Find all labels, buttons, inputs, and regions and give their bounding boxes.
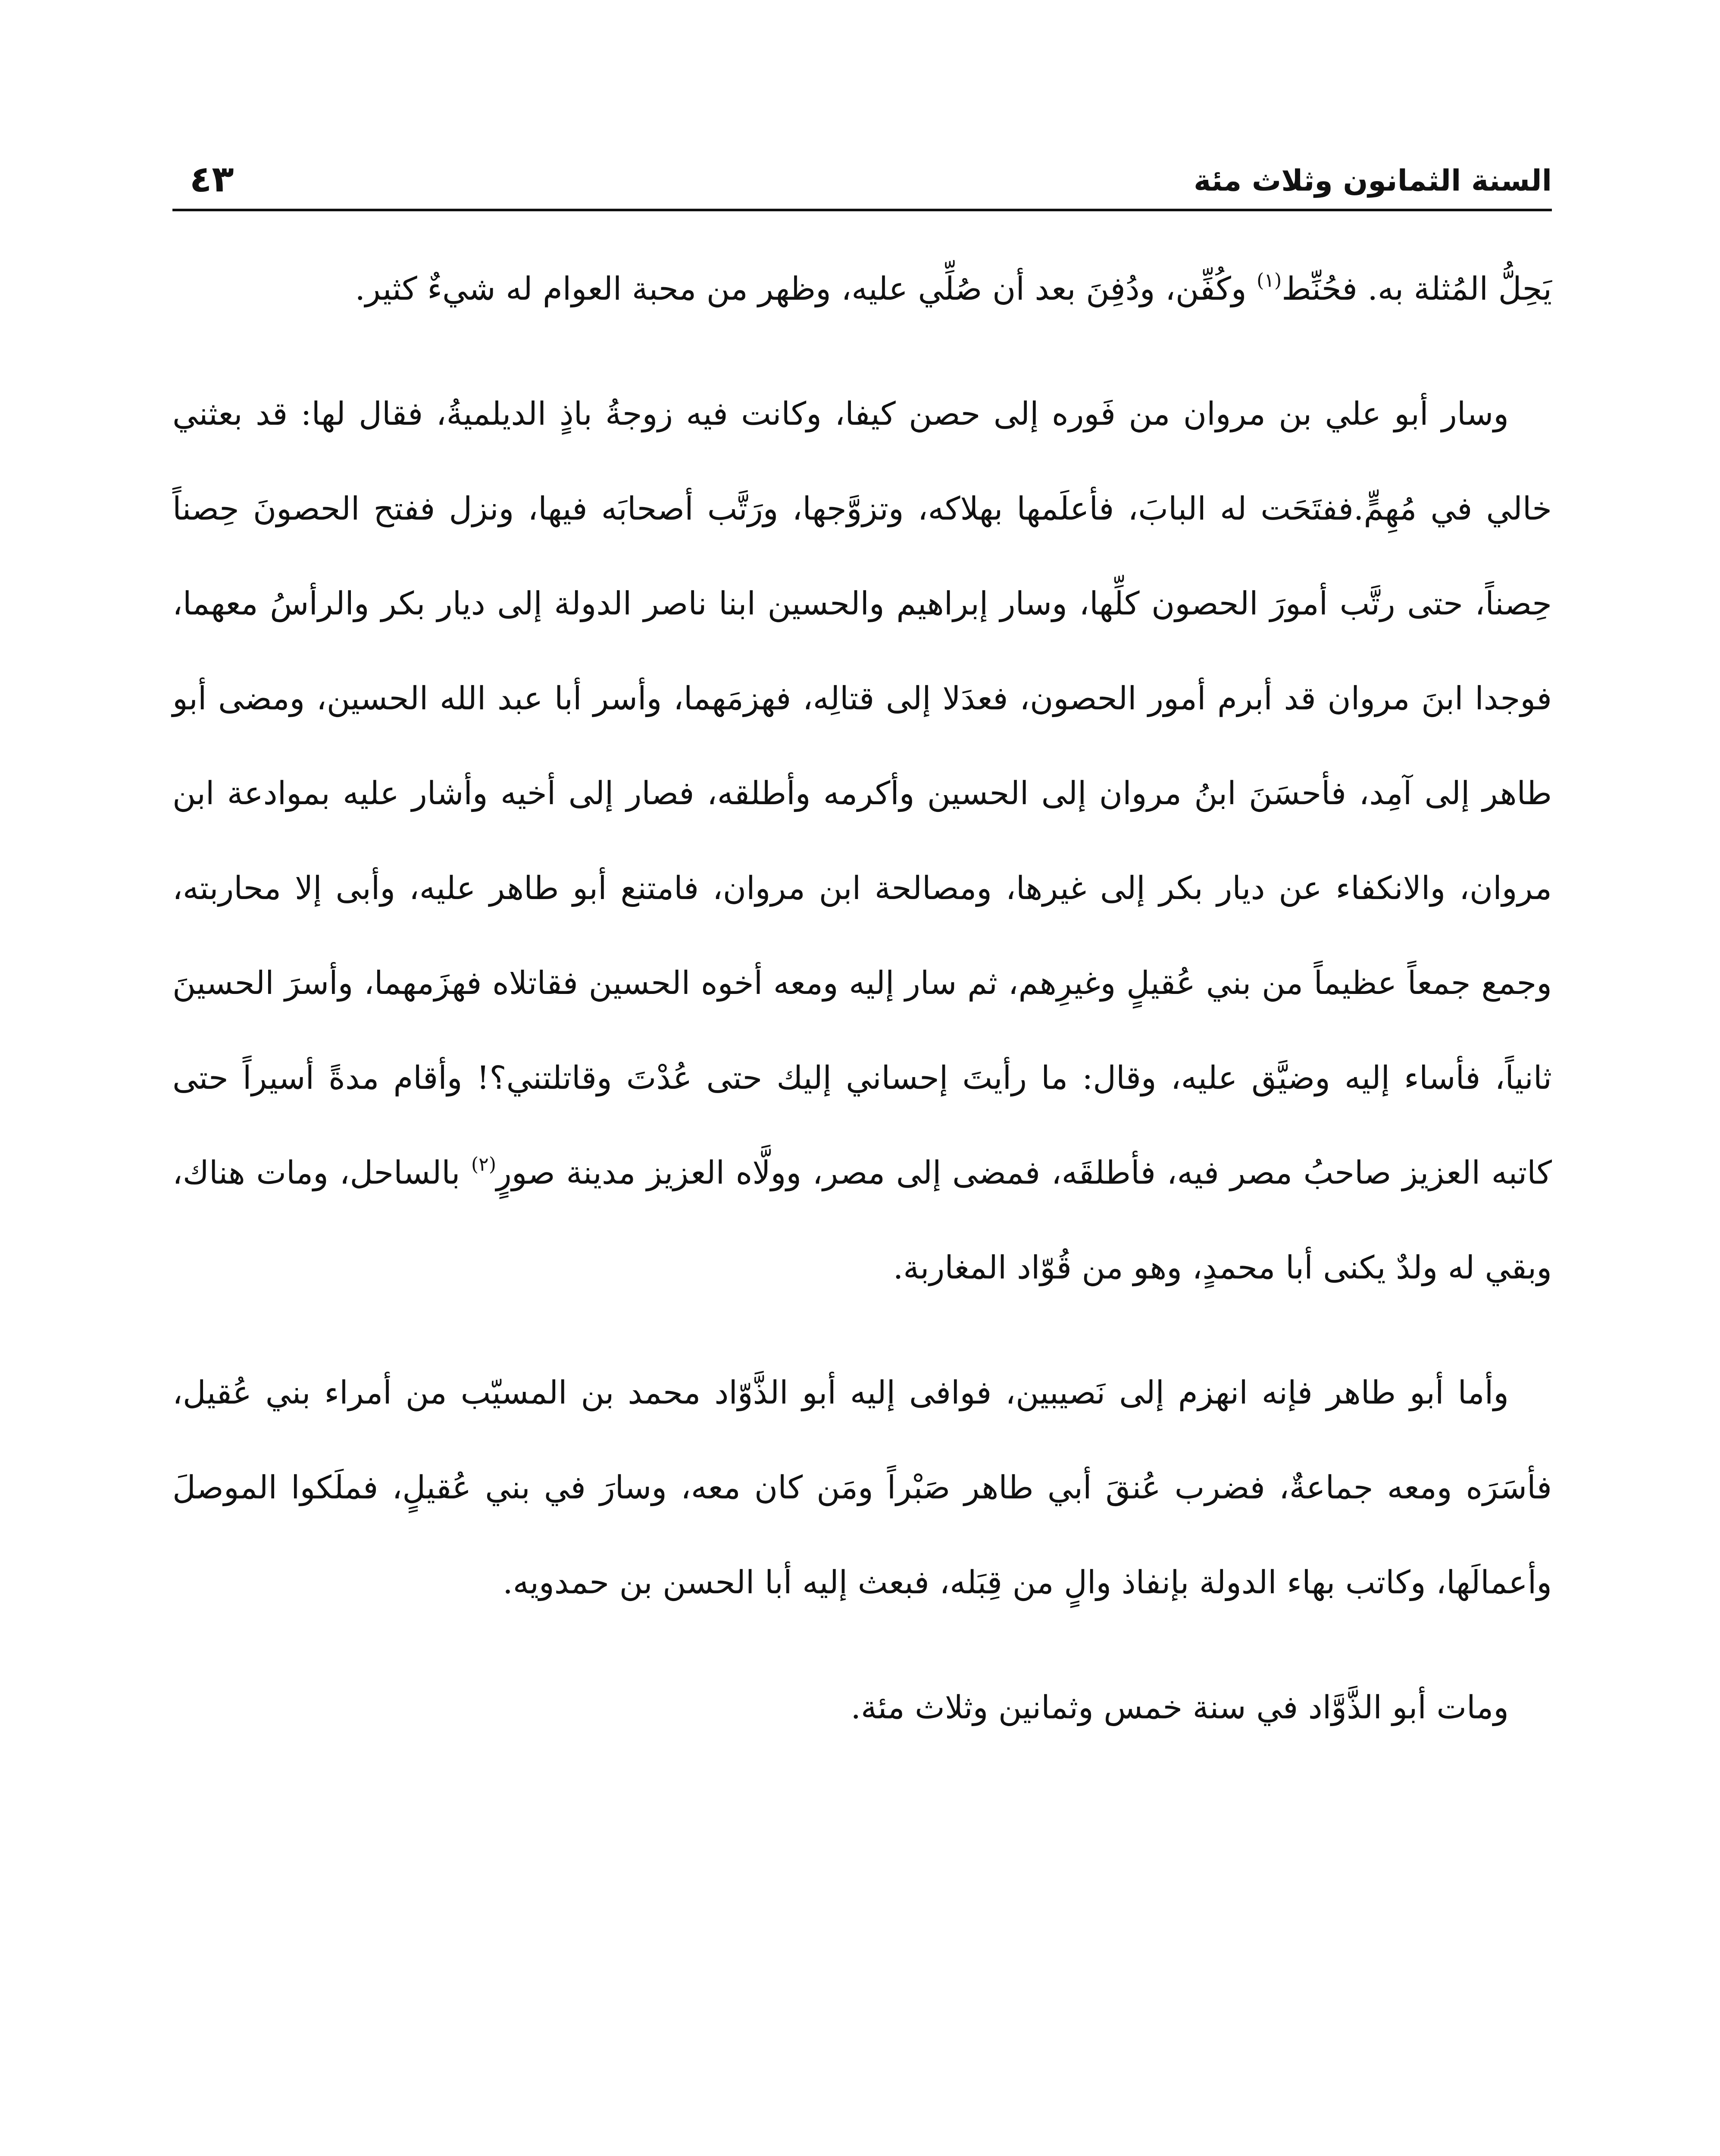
main-text bbox=[172, 241, 1552, 1785]
paragraph-1-text-a: يَحِلُّ المُثلة به. فحُنِّط bbox=[1282, 270, 1552, 307]
paragraph-2 bbox=[172, 367, 1552, 1315]
paragraph-1 bbox=[172, 241, 1552, 336]
paragraph-3: وأما أبو طاهر فإنه انهزم إلى نَصيبين، فوافى إليه أبو الذَّوّاد محمد بن المسيّب من أمراء بني عُقيل، فأسَرَه ومعه جماعةٌ، فضرب عُنقَ أبي طاهر صَبْراً ومَن كان معه، وسارَ في بني عُقيلٍ، فملَكوا الموصلَ وأعمالَها، وكاتب بهاء الدولة بإنفاذ والٍ من قِبَله، فبعث إليه أبا الحسن بن حمدويه. bbox=[172, 1374, 1552, 1601]
paragraph-2-text-end: بالساحل، ومات هناك، وبقي له ولدٌ يكنى أبا محمدٍ، وهو من قُوّاد المغاربة. bbox=[172, 1154, 1552, 1286]
footnote-ref-1: (١) bbox=[1257, 270, 1282, 291]
running-title: السنة الثمانون وثلاث مئة bbox=[1194, 164, 1552, 198]
paragraph-1-text-b: وكُفِّن، ودُفِنَ بعد أن صُلِّي عليه، وظهر من محبة العوام له شيءٌ كثير. bbox=[355, 270, 1257, 307]
footnote-ref-2: (٢) bbox=[471, 1153, 496, 1175]
header-rule bbox=[172, 209, 1552, 211]
paragraph-2-text: وسار أبو علي بن مروان من فَوره إلى حصن كيفا، وكانت فيه زوجةُ باذٍ الديلميةُ، فقال لها: قد بعثني خالي في مُهِمٍّ.ففتَحَت له البابَ، فأعلَمها بهلاكه، وتزوَّجها، ورَتَّب أصحابَه فيها، ونزل ففتح الحصونَ حِصناً حِصناً، حتى رتَّب أمورَ الحصون كلِّها، وسار إبراهيم والحسين ابنا ناصر الدولة إلى ديار بكر والرأسُ معهما، فوجدا ابنَ مروان قد أبرم أمور الحصون، فعدَلا إلى قتالِه، فهزمَهما، وأسر أبا عبد الله الحسين، ومضى أبو طاهر إلى آمِد، فأحسَنَ ابنُ مروان إلى الحسين وأكرمه وأطلقه، فصار إلى أخيه وأشار عليه بموادعة ابن مروان، والانكفاء عن ديار بكر إلى غيرها، ومصالحة ابن مروان، فامتنع أبو طاهر عليه، وأبى إلا محاربته، وجمع جمعاً عظيماً من بني عُقيلٍ وغيرِهم، ثم سار إليه ومعه أخوه الحسين فقاتلاه فهزَمهما، وأسرَ الحسينَ ثانياً، فأساء إليه وضيَّق عليه، وقال: ما رأيتَ إحساني إليك حتى عُدْتَ وقاتلتني؟! وأقام مدةً أسيراً حتى كاتبه العزيز صاحبُ مصر فيه، فأطلقَه، فمضى إلى مصر، وولَّاه العزيز مدينة صورٍ bbox=[172, 395, 1552, 1191]
page-header bbox=[172, 147, 1552, 211]
paragraph-4: ومات أبو الذَّوَّاد في سنة خمس وثمانين وثلاث مئة. bbox=[851, 1689, 1509, 1726]
page-number: ٤٣ bbox=[190, 158, 234, 200]
